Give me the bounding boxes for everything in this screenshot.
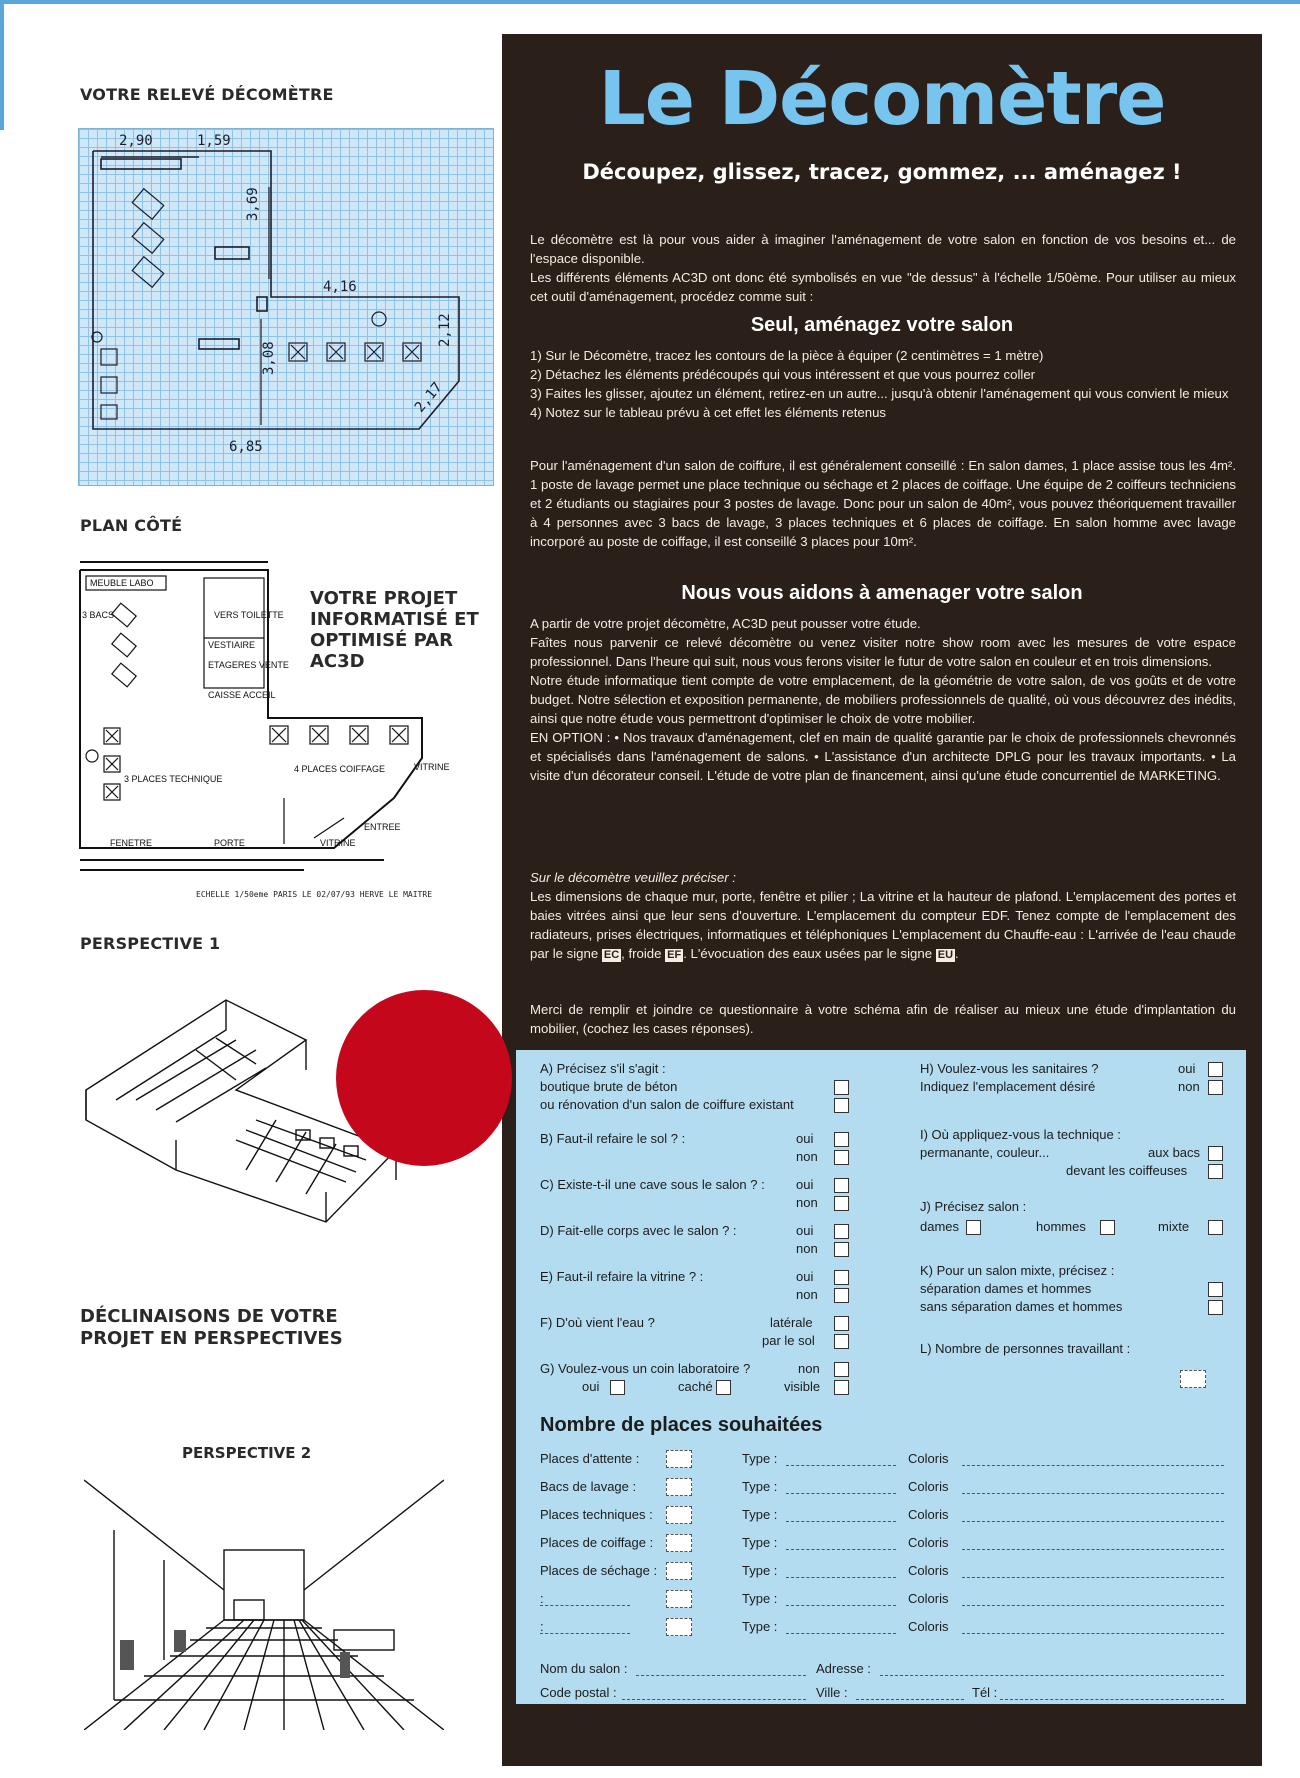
label-nom-salon: Nom du salon :: [540, 1661, 628, 1676]
plan-cote-label: PLAN CÔTÉ: [80, 516, 183, 535]
coloris-label: Coloris: [908, 1479, 949, 1494]
place-count-input[interactable]: [666, 1590, 692, 1608]
q-a3: ou rénovation d'un salon de coiffure existant: [540, 1097, 794, 1112]
coloris-label: Coloris: [908, 1591, 949, 1606]
q-d-non: non: [796, 1241, 818, 1256]
q-g-oui: oui: [582, 1379, 600, 1394]
side-border: [0, 0, 4, 130]
checkbox-f-sol[interactable]: [834, 1334, 849, 1349]
type-label: Type :: [742, 1479, 778, 1494]
label-tel: Tél :: [972, 1685, 998, 1700]
type-label: Type :: [742, 1563, 778, 1578]
q-g: G) Voulez-vous un coin laboratoire ?: [540, 1361, 751, 1376]
dim-5: 2,12: [437, 313, 453, 347]
q-k2: séparation dames et hommes: [920, 1281, 1092, 1296]
tag-ec: EC: [603, 949, 620, 961]
type-label: Type :: [742, 1451, 778, 1466]
input-nom-salon[interactable]: [636, 1664, 806, 1676]
place-label: Places d'attente :: [540, 1451, 640, 1466]
type-label: Type :: [742, 1591, 778, 1606]
pc-porte: PORTE: [214, 838, 245, 848]
tag-eu: EU: [937, 949, 954, 961]
dim-8: 6,85: [229, 439, 263, 455]
q-h-oui: oui: [1178, 1061, 1196, 1076]
type-input[interactable]: [786, 1510, 896, 1522]
coloris-input[interactable]: [962, 1538, 1224, 1550]
pc-vitrine2: VITRINE: [320, 838, 356, 848]
pc-bacs: 3 BACS: [82, 610, 115, 620]
place-label: :: [540, 1619, 544, 1634]
dim-4: 4,16: [323, 279, 357, 295]
type-input[interactable]: [786, 1482, 896, 1494]
declinaisons-title: DÉCLINAISONS DE VOTRE PROJET EN PERSPECTIVES: [80, 1306, 343, 1349]
checkbox-g-visible[interactable]: [834, 1380, 849, 1395]
preciser-para: [530, 887, 1236, 963]
pc-meuble: MEUBLE LABO: [90, 578, 154, 588]
conseil-para: Pour l'aménagement d'un salon de coiffure, il est généralement conseillé : En salon dames, 1 place assise tous les 4m². 1 poste de lavage permet une place technique ou séchage et 2 places de coiffage. Une équipe de 2 coiffeurs techniciens et 2 étudiants ou stagiaires pour 3 postes de lavage. Donc pour un salon de 40m², vous pouvez théoriquement travailler à 4 personnes avec 3 bacs de lavage, 3 places techniques et 6 places de coiffage. En salon homme avec lavage incorporé au poste de coiffage, il est conseillé 3 places pour 10m².: [530, 458, 1236, 549]
preciser-text-d: .: [955, 946, 959, 961]
checkbox-b-non[interactable]: [834, 1150, 849, 1165]
aide-para-3: Notre étude informatique tient compte de votre emplacement, de la géométrie de votre salon, de vos goûts et de votre budget. Notre sélection et exposition permanente, de mobiliers professionnels de qualité, où vous découvrez des inédits, ainsi que notre étude vous permettront d'optimiser le choix de votre mobilier.: [530, 673, 1236, 726]
place-count-input[interactable]: [666, 1506, 692, 1524]
checkbox-g-non[interactable]: [834, 1362, 849, 1377]
heading-aide: Nous vous aidons à amenager votre salon: [681, 582, 1083, 604]
coloris-label: Coloris: [908, 1507, 949, 1522]
coloris-input[interactable]: [962, 1622, 1224, 1634]
checkbox-d-non[interactable]: [834, 1242, 849, 1257]
dim-3: 3,69: [245, 187, 261, 221]
input-code-postal[interactable]: [622, 1688, 806, 1700]
top-border: [0, 0, 1300, 4]
merci-para: Merci de remplir et joindre ce questionnaire à votre schéma afin de réaliser au mieux une étude d'implantation du mobilier, (cochez les cases réponses).: [530, 1002, 1236, 1036]
coloris-input[interactable]: [962, 1510, 1224, 1522]
type-label: Type :: [742, 1535, 778, 1550]
questionnaire-form: [516, 1050, 1246, 1704]
pc-vitrine: VITRINE: [414, 762, 450, 772]
pc-caisse: CAISSE ACCEIL: [208, 690, 276, 700]
pc-vestiaire: VESTIAIRE: [208, 640, 256, 650]
checkbox-j-hommes[interactable]: [1100, 1220, 1115, 1235]
q-g-non: non: [798, 1361, 820, 1376]
step-3: 3) Faites les glisser, ajoutez un élément, retirez-en un autre... jusqu'à obtenir l'aménagement qui vous convient le mieux: [530, 386, 1229, 401]
pc-wc: VERS TOILETTE: [214, 610, 284, 620]
q-i-bacs: aux bacs: [1148, 1145, 1201, 1160]
input-ville[interactable]: [856, 1688, 964, 1700]
checkbox-e-oui[interactable]: [834, 1270, 849, 1285]
q-b-oui: oui: [796, 1131, 814, 1146]
q-e: E) Faut-il refaire la vitrine ? :: [540, 1269, 704, 1284]
q-i1: I) Où appliquez-vous la technique :: [920, 1127, 1121, 1142]
label-code-postal: Code postal :: [540, 1685, 617, 1700]
checkbox-g-cache[interactable]: [716, 1380, 731, 1395]
coloris-input[interactable]: [962, 1454, 1224, 1466]
pc-etageres: ETAGERES VENTE: [208, 660, 289, 670]
q-e-oui: oui: [796, 1269, 814, 1284]
checkbox-renovation[interactable]: [834, 1098, 849, 1113]
coloris-label: Coloris: [908, 1451, 949, 1466]
preciser-text-b: , froide: [621, 946, 662, 961]
type-input[interactable]: [786, 1454, 896, 1466]
aide-para-1: A partir de votre projet décomètre, AC3D peut pousser votre étude.: [530, 616, 921, 631]
dim-6: 3,08: [261, 341, 277, 375]
persp1-label: PERSPECTIVE 1: [80, 934, 221, 953]
checkbox-brute[interactable]: [834, 1080, 849, 1095]
checkbox-e-non[interactable]: [834, 1288, 849, 1303]
preciser-text-c: . L'évocuation des eaux usées par le signe: [683, 946, 933, 961]
type-input[interactable]: [786, 1622, 896, 1634]
checkbox-i-coif[interactable]: [1208, 1164, 1223, 1179]
type-input[interactable]: [786, 1594, 896, 1606]
dim-1: 2,90: [119, 133, 153, 149]
releve-sketch: [79, 129, 495, 487]
q-d-oui: oui: [796, 1223, 814, 1238]
q-f-sol: par le sol: [762, 1333, 815, 1348]
intro-block: [530, 230, 1236, 306]
place-name-input[interactable]: [540, 1622, 630, 1634]
releve-label: VOTRE RELEVÉ DÉCOMÈTRE: [80, 85, 334, 104]
intro-para: Le décomètre est là pour vous aider à imaginer l'aménagement de votre salon en fonction de vos besoins et... de l'espace disponible.: [530, 232, 1236, 266]
step-2: 2) Détachez les éléments prédécoupés qui vous intéressent et que vous pourrez coller: [530, 367, 1036, 382]
persp2-label: PERSPECTIVE 2: [182, 1444, 312, 1462]
place-label: :: [540, 1591, 544, 1606]
checkbox-j-mixte[interactable]: [1208, 1220, 1223, 1235]
type-label: Type :: [742, 1619, 778, 1634]
checkbox-j-dames[interactable]: [966, 1220, 981, 1235]
preciser-text-a: Les dimensions de chaque mur, porte, fenêtre et pilier ; La vitrine et la hauteur de plafond. L'emplacement des portes et baies vitrées ainsi que leur sens d'ouverture. L'emplacement du compteur EDF. Tenez compte de l'emplacement des radiateurs, prises électriques, informatiques et téléphoniques L'emplacement du Chauffe-eau : L'arrivée de l'eau chaude par le signe: [530, 889, 1236, 961]
checkbox-k-nosep[interactable]: [1208, 1300, 1223, 1315]
input-adresse[interactable]: [880, 1664, 1224, 1676]
intro-para-2: Les différents éléments AC3D ont donc été symbolisés en vue "de dessus" à l'échelle 1/50ème. Pour utiliser au mieux cet outil d'aménagement, procédez comme suit :: [530, 270, 1236, 304]
pc-places-tech: 3 PLACES TECHNIQUE: [124, 774, 223, 784]
place-count-input[interactable]: [666, 1618, 692, 1636]
q-i2: permanante, couleur...: [920, 1145, 1050, 1160]
main-subtitle: Découpez, glissez, tracez, gommez, ... aménagez !: [582, 160, 1182, 184]
checkbox-f-lat[interactable]: [834, 1316, 849, 1331]
q-h2: Indiquez l'emplacement désiré: [920, 1079, 1096, 1094]
nb-places-title: Nombre de places souhaitées: [540, 1414, 823, 1436]
q-k3: sans séparation dames et hommes: [920, 1299, 1123, 1314]
checkbox-d-oui[interactable]: [834, 1224, 849, 1239]
q-f: F) D'où vient l'eau ?: [540, 1315, 655, 1330]
echelle-note: ECHELLE 1/50eme PARIS LE 02/07/93 HERVE LE MAITRE: [196, 890, 433, 899]
type-input[interactable]: [786, 1566, 896, 1578]
q-l: L) Nombre de personnes travaillant :: [920, 1341, 1131, 1356]
q-j-mixte: mixte: [1158, 1219, 1190, 1234]
coloris-input[interactable]: [962, 1594, 1224, 1606]
projet-title: VOTRE PROJET INFORMATISÉ ET OPTIMISÉ PAR AC3D: [310, 588, 479, 672]
checkbox-c-non[interactable]: [834, 1196, 849, 1211]
place-label: Places de coiffage :: [540, 1535, 654, 1550]
red-circle-decoration: [336, 990, 512, 1166]
coloris-label: Coloris: [908, 1535, 949, 1550]
place-count-input[interactable]: [666, 1562, 692, 1580]
q-j: J) Précisez salon :: [920, 1199, 1027, 1214]
place-label: Places techniques :: [540, 1507, 653, 1522]
coloris-label: Coloris: [908, 1619, 949, 1634]
checkbox-h-non[interactable]: [1208, 1080, 1223, 1095]
q-g-cache: caché: [678, 1379, 713, 1394]
type-label: Type :: [742, 1507, 778, 1522]
q-c-non: non: [796, 1195, 818, 1210]
q-f-lat: latérale: [770, 1315, 813, 1330]
q-j-hommes: hommes: [1036, 1219, 1086, 1234]
q-j-dames: dames: [920, 1219, 960, 1234]
place-label: Places de séchage :: [540, 1563, 658, 1578]
q-h-non: non: [1178, 1079, 1200, 1094]
aide-block: [530, 614, 1236, 785]
preciser-title: Sur le décomètre veuillez préciser :: [530, 870, 736, 885]
checkbox-c-oui[interactable]: [834, 1178, 849, 1193]
q-k1: K) Pour un salon mixte, précisez :: [920, 1263, 1115, 1278]
steps-block: [530, 346, 1236, 422]
coloris-label: Coloris: [908, 1563, 949, 1578]
place-name-input[interactable]: [540, 1594, 630, 1606]
pc-entree: ENTREE: [364, 822, 401, 832]
heading-seul: Seul, aménagez votre salon: [750, 314, 1014, 336]
checkbox-i-bacs[interactable]: [1208, 1146, 1223, 1161]
q-c-oui: oui: [796, 1177, 814, 1192]
type-input[interactable]: [786, 1538, 896, 1550]
option-para: EN OPTION : • Nos travaux d'aménagement, clef en main de qualité garantie par le choix de professionnels chevronnés et spécialisés dans l'aménagement de salons. • L'assistance d'un architecte DPLG pour les travaux importants. • La visite d'un décorateur conseil. L'étude de votre plan de financement, ainsi qu'une étude concurrentiel de MARKETING.: [530, 730, 1236, 783]
coloris-input[interactable]: [962, 1566, 1224, 1578]
checkbox-b-oui[interactable]: [834, 1132, 849, 1147]
coloris-input[interactable]: [962, 1482, 1224, 1494]
q-a2: boutique brute de béton: [540, 1079, 678, 1094]
q-c: C) Existe-t-il une cave sous le salon ? :: [540, 1177, 765, 1192]
tag-ef: EF: [667, 949, 682, 961]
q-b-non: non: [796, 1149, 818, 1164]
checkbox-h-oui[interactable]: [1208, 1062, 1223, 1077]
place-count-input[interactable]: [666, 1478, 692, 1496]
q-b: B) Faut-il refaire le sol ? :: [540, 1131, 686, 1146]
checkbox-g-oui[interactable]: [610, 1380, 625, 1395]
step-1: 1) Sur le Décomètre, tracez les contours de la pièce à équiper (2 centimètres = 1 mètre): [530, 348, 1044, 363]
q-a1: A) Précisez s'il s'agit :: [540, 1061, 666, 1076]
q-i-coif: devant les coiffeuses: [1066, 1163, 1188, 1178]
place-count-input[interactable]: [666, 1450, 692, 1468]
q-g-visible: visible: [784, 1379, 821, 1394]
pc-fenetre: FENETRE: [110, 838, 153, 848]
pc-places-coiffage: 4 PLACES COIFFAGE: [294, 764, 386, 774]
step-4: 4) Notez sur le tableau prévu à cet effet les éléments retenus: [530, 405, 887, 420]
checkbox-k-sep[interactable]: [1208, 1282, 1223, 1297]
label-ville: Ville :: [816, 1685, 848, 1700]
decometre-grid: [78, 128, 494, 486]
label-adresse: Adresse :: [816, 1661, 871, 1676]
place-label: Bacs de lavage :: [540, 1479, 637, 1494]
q-d: D) Fait-elle corps avec le salon ? :: [540, 1223, 737, 1238]
aide-para-2: Faîtes nous parvenir ce relevé décomètre ou venez visiter notre show room avec les mesures de votre espace professionnel. Dans l'heure qui suit, nous vous ferons visiter le futur de votre salon en couleur et en trois dimensions.: [530, 635, 1236, 669]
input-nb-personnes[interactable]: [1180, 1370, 1206, 1388]
q-h1: H) Voulez-vous les sanitaires ?: [920, 1061, 1099, 1076]
main-title: Le Décomètre: [598, 56, 1166, 142]
preciser-block: [530, 868, 1236, 963]
input-tel[interactable]: [1000, 1688, 1224, 1700]
dim-7: 2,17: [411, 379, 446, 416]
q-e-non: non: [796, 1287, 818, 1302]
decometre-panel: [502, 34, 1262, 1766]
place-count-input[interactable]: [666, 1534, 692, 1552]
dim-2: 1,59: [197, 133, 231, 149]
